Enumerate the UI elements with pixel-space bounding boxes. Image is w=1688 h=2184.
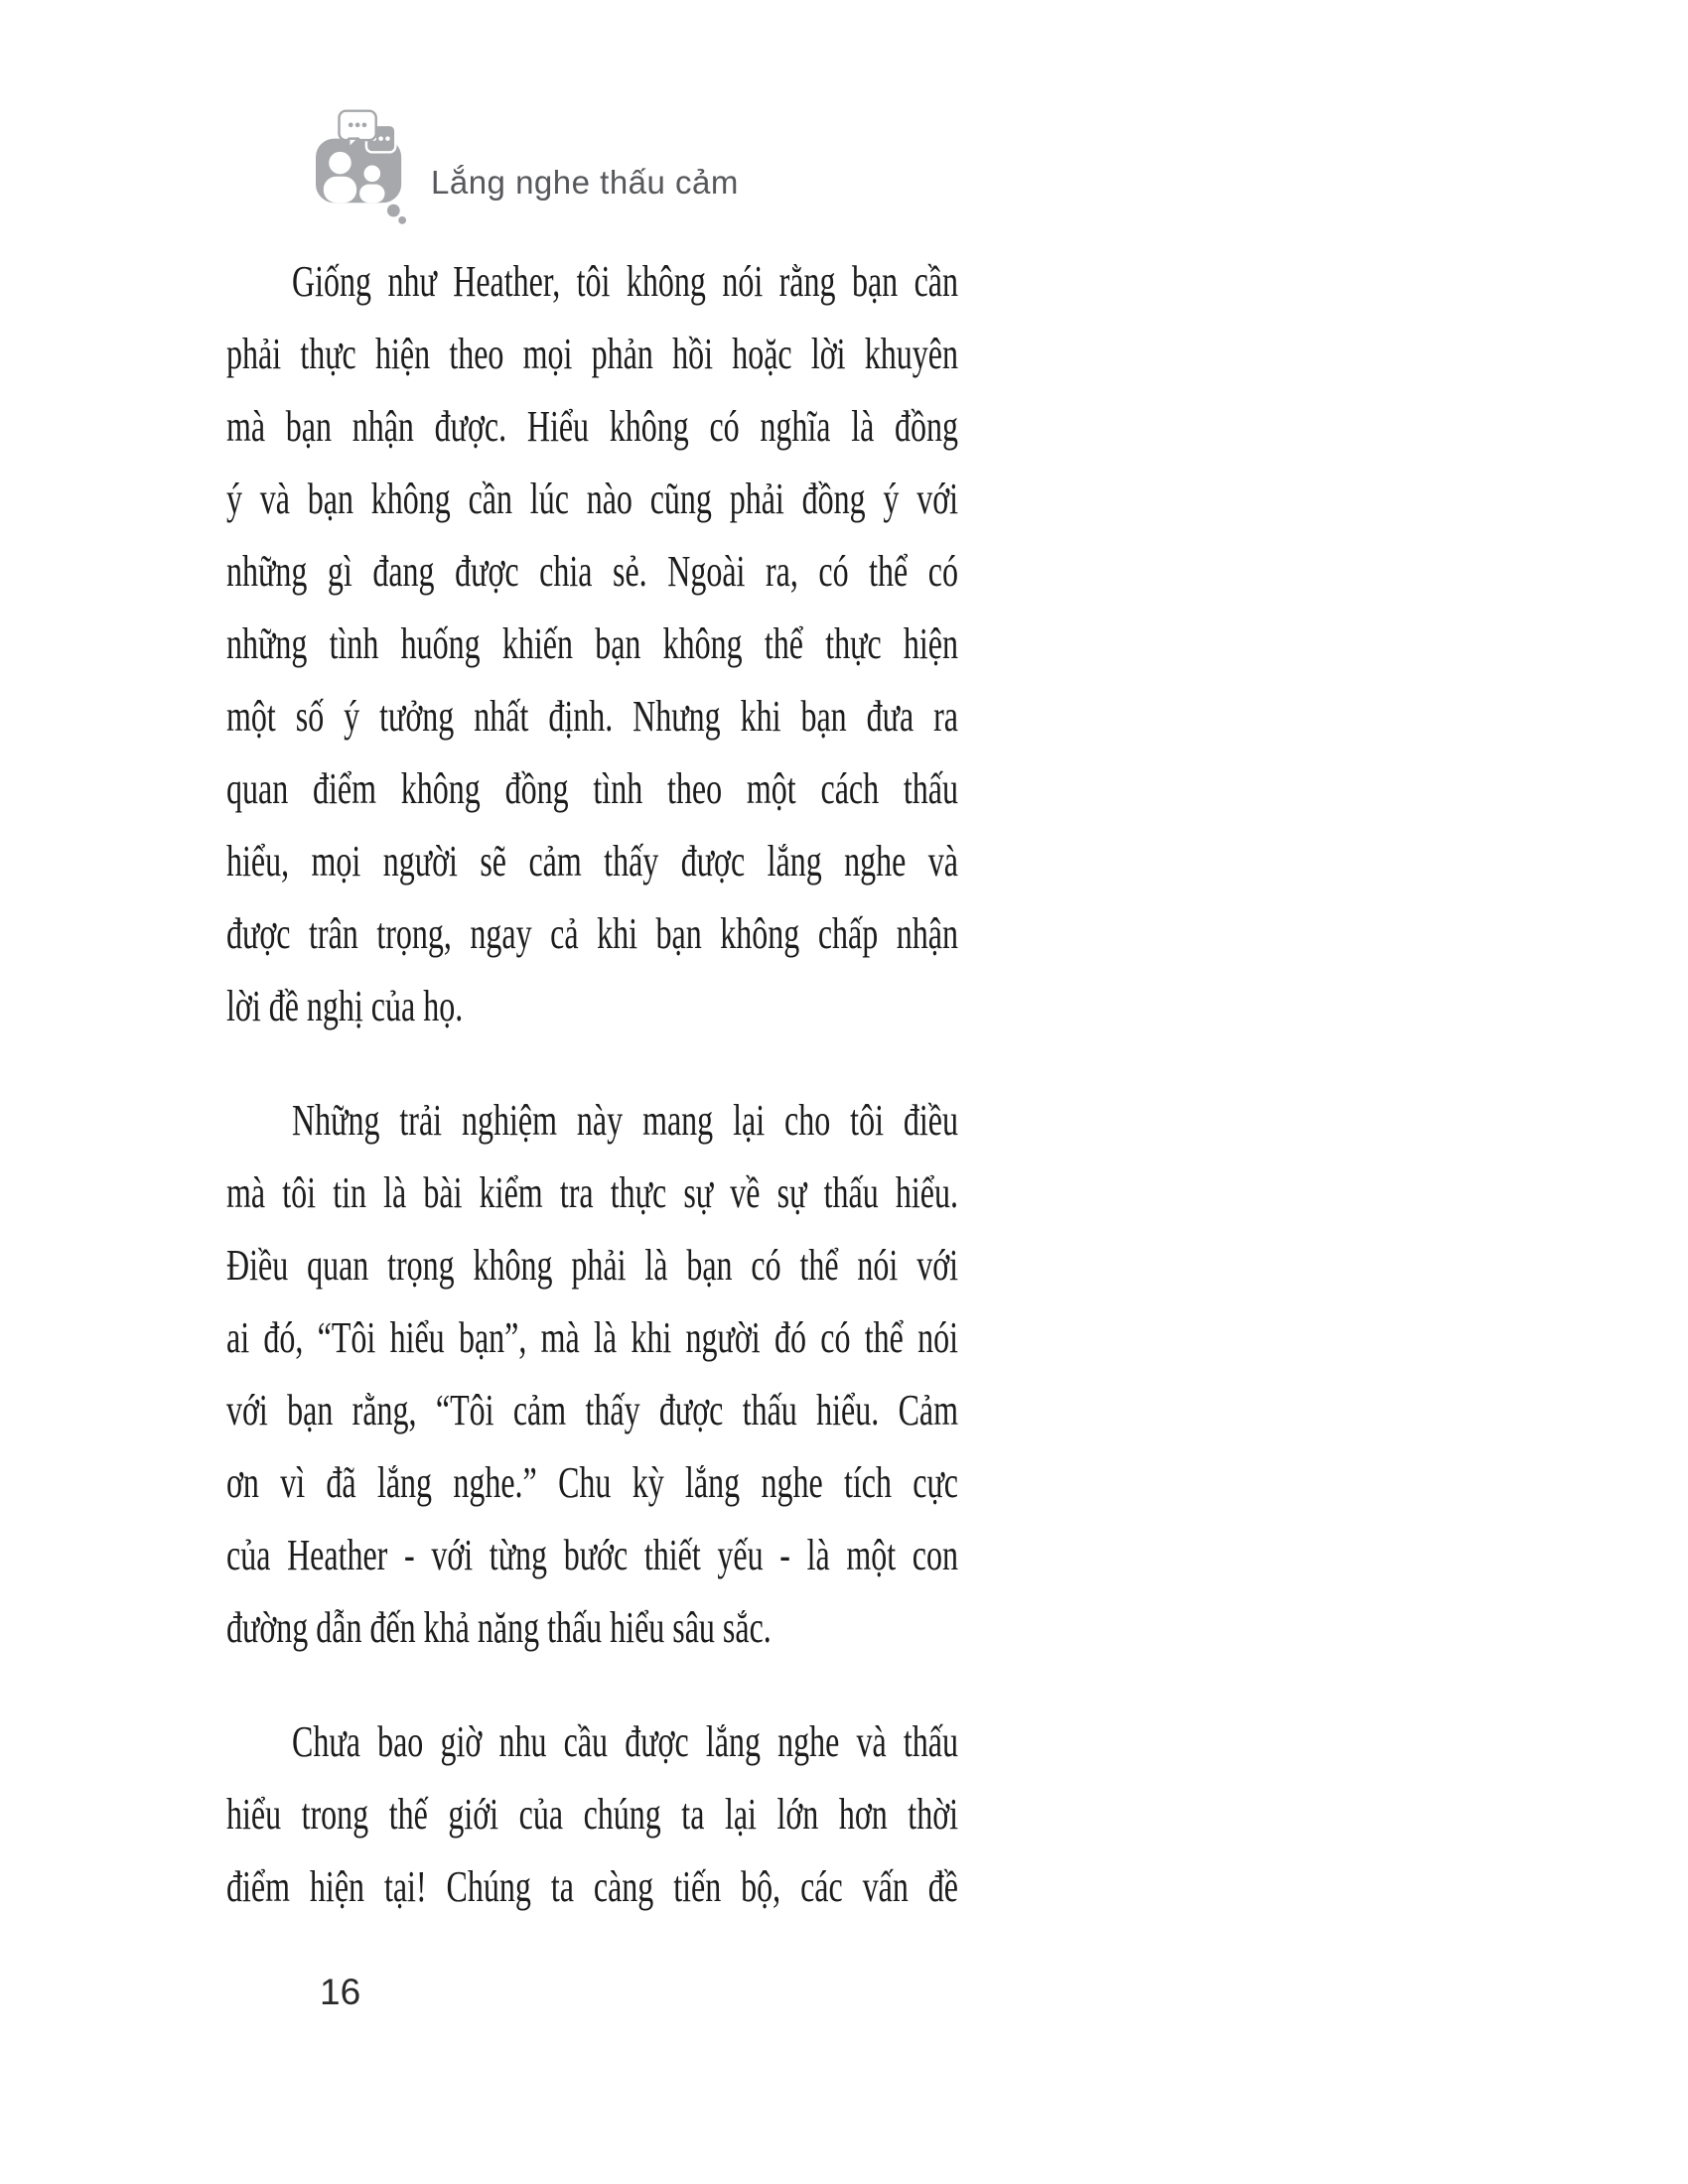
text-line: hiểu, mọi người sẽ cảm thấy được lắng nghe và <box>226 835 958 886</box>
text-line: Điều quan trọng không phải là bạn có thể nói với <box>226 1239 958 1290</box>
running-head-title: Lắng nghe thấu cảm <box>431 163 739 201</box>
text-line: Những trải nghiệm này mang lại cho tôi điều <box>292 1094 958 1145</box>
text-line: phải thực hiện theo mọi phản hồi hoặc lời khuyên <box>226 328 958 378</box>
text-line: mà bạn nhận được. Hiểu không có nghĩa là đồng <box>226 400 958 451</box>
text-line: ai đó, “Tôi hiểu bạn”, mà là khi người đó có thể nói <box>226 1311 958 1362</box>
text-line: của Heather - với từng bước thiết yếu - là một con <box>226 1529 958 1579</box>
text-line: quan điểm không đồng tình theo một cách thấu <box>226 762 958 813</box>
text-line: ơn vì đã lắng nghe.” Chu kỳ lắng nghe tích cực <box>226 1456 958 1507</box>
text-line: Giống như Heather, tôi không nói rằng bạn cần <box>292 255 958 306</box>
text-line: được trân trọng, ngay cả khi bạn không chấp nhận <box>226 907 958 958</box>
paragraph <box>226 1706 958 1923</box>
body-text <box>226 245 958 1923</box>
text-line: mà tôi tin là bài kiểm tra thực sự về sự thấu hiểu. <box>226 1166 958 1217</box>
text-line: một số ý tưởng nhất định. Nhưng khi bạn đưa ra <box>226 690 958 741</box>
page-header <box>316 109 739 229</box>
text-line: Chưa bao giờ nhu cầu được lắng nghe và thấu <box>292 1715 958 1766</box>
paragraph <box>226 245 958 1042</box>
text-line: những tình huống khiến bạn không thể thực hiện <box>226 617 958 668</box>
paragraph <box>226 1084 958 1664</box>
text-line: những gì đang được chia sẻ. Ngoài ra, có thể có <box>226 545 958 596</box>
text-line: ý và bạn không cần lúc nào cũng phải đồng ý với <box>226 473 958 523</box>
chat-people-icon <box>316 109 409 229</box>
text-line: hiểu trong thế giới của chúng ta lại lớn hơn thời <box>226 1788 958 1839</box>
text-line: với bạn rằng, “Tôi cảm thấy được thấu hiểu. Cảm <box>226 1384 958 1434</box>
text-line: điểm hiện tại! Chúng ta càng tiến bộ, các vấn đề <box>226 1860 958 1911</box>
page-number: 16 <box>320 1972 361 2012</box>
text-line: lời đề nghị của họ. <box>226 980 464 1030</box>
text-line: đường dẫn đến khả năng thấu hiểu sâu sắc. <box>226 1601 772 1652</box>
